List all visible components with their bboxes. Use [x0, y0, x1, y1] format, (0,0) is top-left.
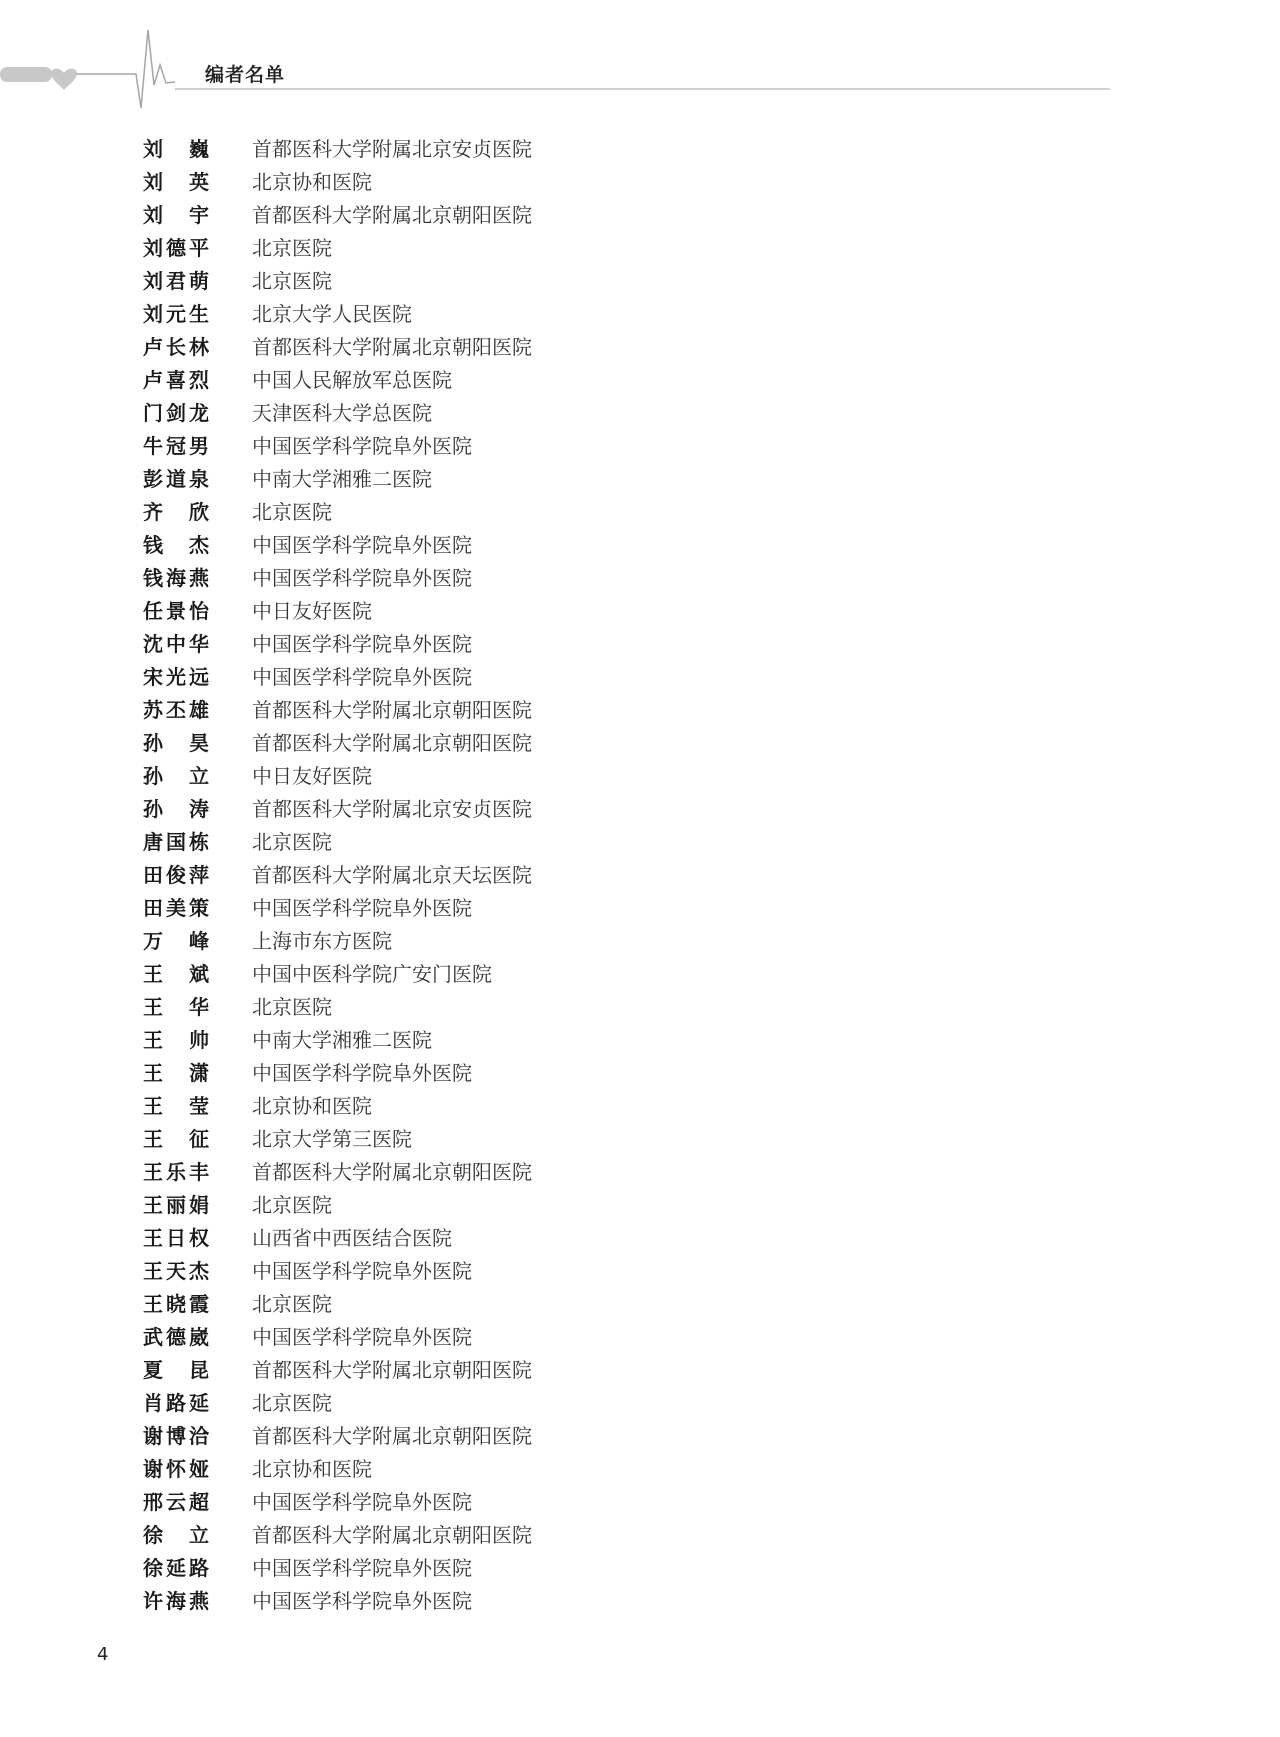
- editor-name: 王 帅: [143, 1028, 209, 1052]
- editor-row: [143, 1123, 843, 1156]
- editor-name: 齐 欣: [143, 500, 209, 524]
- editor-name: 钱 杰: [143, 533, 209, 557]
- editor-row: [143, 133, 843, 166]
- editor-row: [143, 892, 843, 925]
- editor-row: [143, 199, 843, 232]
- editor-list: [143, 133, 843, 1618]
- editor-row: [143, 1420, 843, 1453]
- editor-name: 王日权: [143, 1226, 209, 1250]
- editor-affiliation: 中国医学科学院阜外医院: [252, 896, 472, 920]
- editor-name: 许海燕: [143, 1589, 209, 1613]
- editor-name: 王 斌: [143, 962, 209, 986]
- editor-name: 刘德平: [143, 236, 209, 260]
- editor-name: 万 峰: [143, 929, 209, 953]
- editor-row: [143, 1090, 843, 1123]
- editor-name: 牛冠男: [143, 434, 209, 458]
- editor-row: [143, 166, 843, 199]
- editor-affiliation: 山西省中西医结合医院: [252, 1226, 452, 1250]
- heart-icon: [51, 69, 77, 90]
- editor-affiliation: 北京大学人民医院: [252, 302, 412, 326]
- editor-name: 彭道泉: [143, 467, 209, 491]
- editor-row: [143, 1519, 843, 1552]
- editor-affiliation: 北京医院: [252, 1292, 332, 1316]
- editor-name: 夏 昆: [143, 1358, 209, 1382]
- editor-row: [143, 1585, 843, 1618]
- editor-affiliation: 中国医学科学院阜外医院: [252, 1490, 472, 1514]
- editor-row: [143, 1354, 843, 1387]
- editor-row: [143, 1189, 843, 1222]
- editor-affiliation: 中国医学科学院阜外医院: [252, 665, 472, 689]
- editor-name: 谢怀娅: [143, 1457, 209, 1481]
- editor-affiliation: 北京协和医院: [252, 1457, 372, 1481]
- editor-row: [143, 1486, 843, 1519]
- editor-name: 卢长林: [143, 335, 209, 359]
- editor-affiliation: 中国医学科学院阜外医院: [252, 632, 472, 656]
- editor-name: 谢博洽: [143, 1424, 209, 1448]
- page-number: 4: [97, 1644, 109, 1665]
- editor-affiliation: 中南大学湘雅二医院: [252, 467, 432, 491]
- editor-name: 王 华: [143, 995, 209, 1019]
- editor-row: [143, 331, 843, 364]
- pulse-line: [76, 30, 175, 108]
- editor-row: [143, 1057, 843, 1090]
- editor-affiliation: 北京医院: [252, 500, 332, 524]
- editor-row: [143, 397, 843, 430]
- editor-row: [143, 1552, 843, 1585]
- editor-row: [143, 595, 843, 628]
- editor-row: [143, 1255, 843, 1288]
- editor-name: 王丽娟: [143, 1193, 209, 1217]
- editor-affiliation: 首都医科大学附属北京朝阳医院: [252, 698, 532, 722]
- editor-row: [143, 1288, 843, 1321]
- editor-row: [143, 760, 843, 793]
- editor-affiliation: 中日友好医院: [252, 599, 372, 623]
- editor-row: [143, 826, 843, 859]
- editor-affiliation: 中南大学湘雅二医院: [252, 1028, 432, 1052]
- editor-name: 刘元生: [143, 302, 209, 326]
- editor-affiliation: 北京医院: [252, 236, 332, 260]
- editor-affiliation: 天津医科大学总医院: [252, 401, 432, 425]
- editor-name: 唐国栋: [143, 830, 209, 854]
- editor-row: [143, 694, 843, 727]
- editor-row: [143, 364, 843, 397]
- editor-name: 王晓霞: [143, 1292, 209, 1316]
- editor-affiliation: 首都医科大学附属北京安贞医院: [252, 797, 532, 821]
- editor-name: 门剑龙: [143, 401, 209, 425]
- editor-affiliation: 上海市东方医院: [252, 929, 392, 953]
- editor-row: [143, 265, 843, 298]
- editor-row: [143, 529, 843, 562]
- editor-affiliation: 北京医院: [252, 1391, 332, 1415]
- editor-affiliation: 中日友好医院: [252, 764, 372, 788]
- editor-row: [143, 496, 843, 529]
- editor-name: 徐延路: [143, 1556, 209, 1580]
- editor-row: [143, 958, 843, 991]
- editor-name: 武德崴: [143, 1325, 209, 1349]
- editor-affiliation: 中国人民解放军总医院: [252, 368, 452, 392]
- editor-affiliation: 北京医院: [252, 1193, 332, 1217]
- editor-affiliation: 北京大学第三医院: [252, 1127, 412, 1151]
- editor-affiliation: 中国医学科学院阜外医院: [252, 1325, 472, 1349]
- editor-affiliation: 中国医学科学院阜外医院: [252, 566, 472, 590]
- editor-name: 任景怡: [143, 599, 209, 623]
- editor-row: [143, 628, 843, 661]
- editor-affiliation: 首都医科大学附属北京朝阳医院: [252, 335, 532, 359]
- editor-row: [143, 1387, 843, 1420]
- header-bar-left: [0, 67, 52, 82]
- editor-row: [143, 859, 843, 892]
- editor-row: [143, 232, 843, 265]
- editor-name: 孙 涛: [143, 797, 209, 821]
- editor-affiliation: 首都医科大学附属北京朝阳医院: [252, 1358, 532, 1382]
- editor-row: [143, 298, 843, 331]
- editor-name: 刘 宇: [143, 203, 209, 227]
- editor-affiliation: 中国医学科学院阜外医院: [252, 1556, 472, 1580]
- editor-affiliation: 北京医院: [252, 830, 332, 854]
- editor-affiliation: 首都医科大学附属北京安贞医院: [252, 137, 532, 161]
- editor-row: [143, 661, 843, 694]
- editor-name: 王 潇: [143, 1061, 209, 1085]
- editor-name: 孙 昊: [143, 731, 209, 755]
- editor-affiliation: 首都医科大学附属北京朝阳医院: [252, 1523, 532, 1547]
- editor-affiliation: 首都医科大学附属北京朝阳医院: [252, 731, 532, 755]
- editor-name: 沈中华: [143, 632, 209, 656]
- editor-name: 徐 立: [143, 1523, 209, 1547]
- editor-row: [143, 925, 843, 958]
- editor-row: [143, 1024, 843, 1057]
- heartbeat-header-decoration: [0, 25, 1280, 125]
- editor-affiliation: 中国医学科学院阜外医院: [252, 1259, 472, 1283]
- editor-name: 刘 巍: [143, 137, 209, 161]
- editor-affiliation: 中国中医科学院广安门医院: [252, 962, 492, 986]
- editor-affiliation: 中国医学科学院阜外医院: [252, 1061, 472, 1085]
- section-title: 编者名单: [205, 64, 286, 86]
- editor-affiliation: 北京协和医院: [252, 1094, 372, 1118]
- editor-name: 王乐丰: [143, 1160, 209, 1184]
- editor-row: [143, 562, 843, 595]
- editor-row: [143, 727, 843, 760]
- editor-name: 苏丕雄: [143, 698, 209, 722]
- editor-affiliation: 首都医科大学附属北京朝阳医院: [252, 1424, 532, 1448]
- editor-affiliation: 北京医院: [252, 995, 332, 1019]
- editor-row: [143, 991, 843, 1024]
- editor-row: [143, 430, 843, 463]
- editor-row: [143, 1222, 843, 1255]
- editor-affiliation: 中国医学科学院阜外医院: [252, 1589, 472, 1613]
- editor-row: [143, 793, 843, 826]
- editor-name: 孙 立: [143, 764, 209, 788]
- editor-name: 王 莹: [143, 1094, 209, 1118]
- editor-name: 邢云超: [143, 1490, 209, 1514]
- editor-name: 肖路延: [143, 1391, 209, 1415]
- editor-name: 宋光远: [143, 665, 209, 689]
- editor-row: [143, 1321, 843, 1354]
- editor-row: [143, 1156, 843, 1189]
- editor-name: 王 征: [143, 1127, 209, 1151]
- editor-affiliation: 北京医院: [252, 269, 332, 293]
- editor-affiliation: 中国医学科学院阜外医院: [252, 533, 472, 557]
- editor-name: 刘君萌: [143, 269, 209, 293]
- editor-name: 钱海燕: [143, 566, 209, 590]
- editor-affiliation: 中国医学科学院阜外医院: [252, 434, 472, 458]
- editor-name: 田俊萍: [143, 863, 209, 887]
- editor-affiliation: 首都医科大学附属北京朝阳医院: [252, 203, 532, 227]
- editor-name: 刘 英: [143, 170, 209, 194]
- editor-affiliation: 首都医科大学附属北京朝阳医院: [252, 1160, 532, 1184]
- editor-affiliation: 北京协和医院: [252, 170, 372, 194]
- editor-affiliation: 首都医科大学附属北京天坛医院: [252, 863, 532, 887]
- editor-name: 王天杰: [143, 1259, 209, 1283]
- editor-row: [143, 463, 843, 496]
- editor-name: 田美策: [143, 896, 209, 920]
- editor-name: 卢喜烈: [143, 368, 209, 392]
- editor-row: [143, 1453, 843, 1486]
